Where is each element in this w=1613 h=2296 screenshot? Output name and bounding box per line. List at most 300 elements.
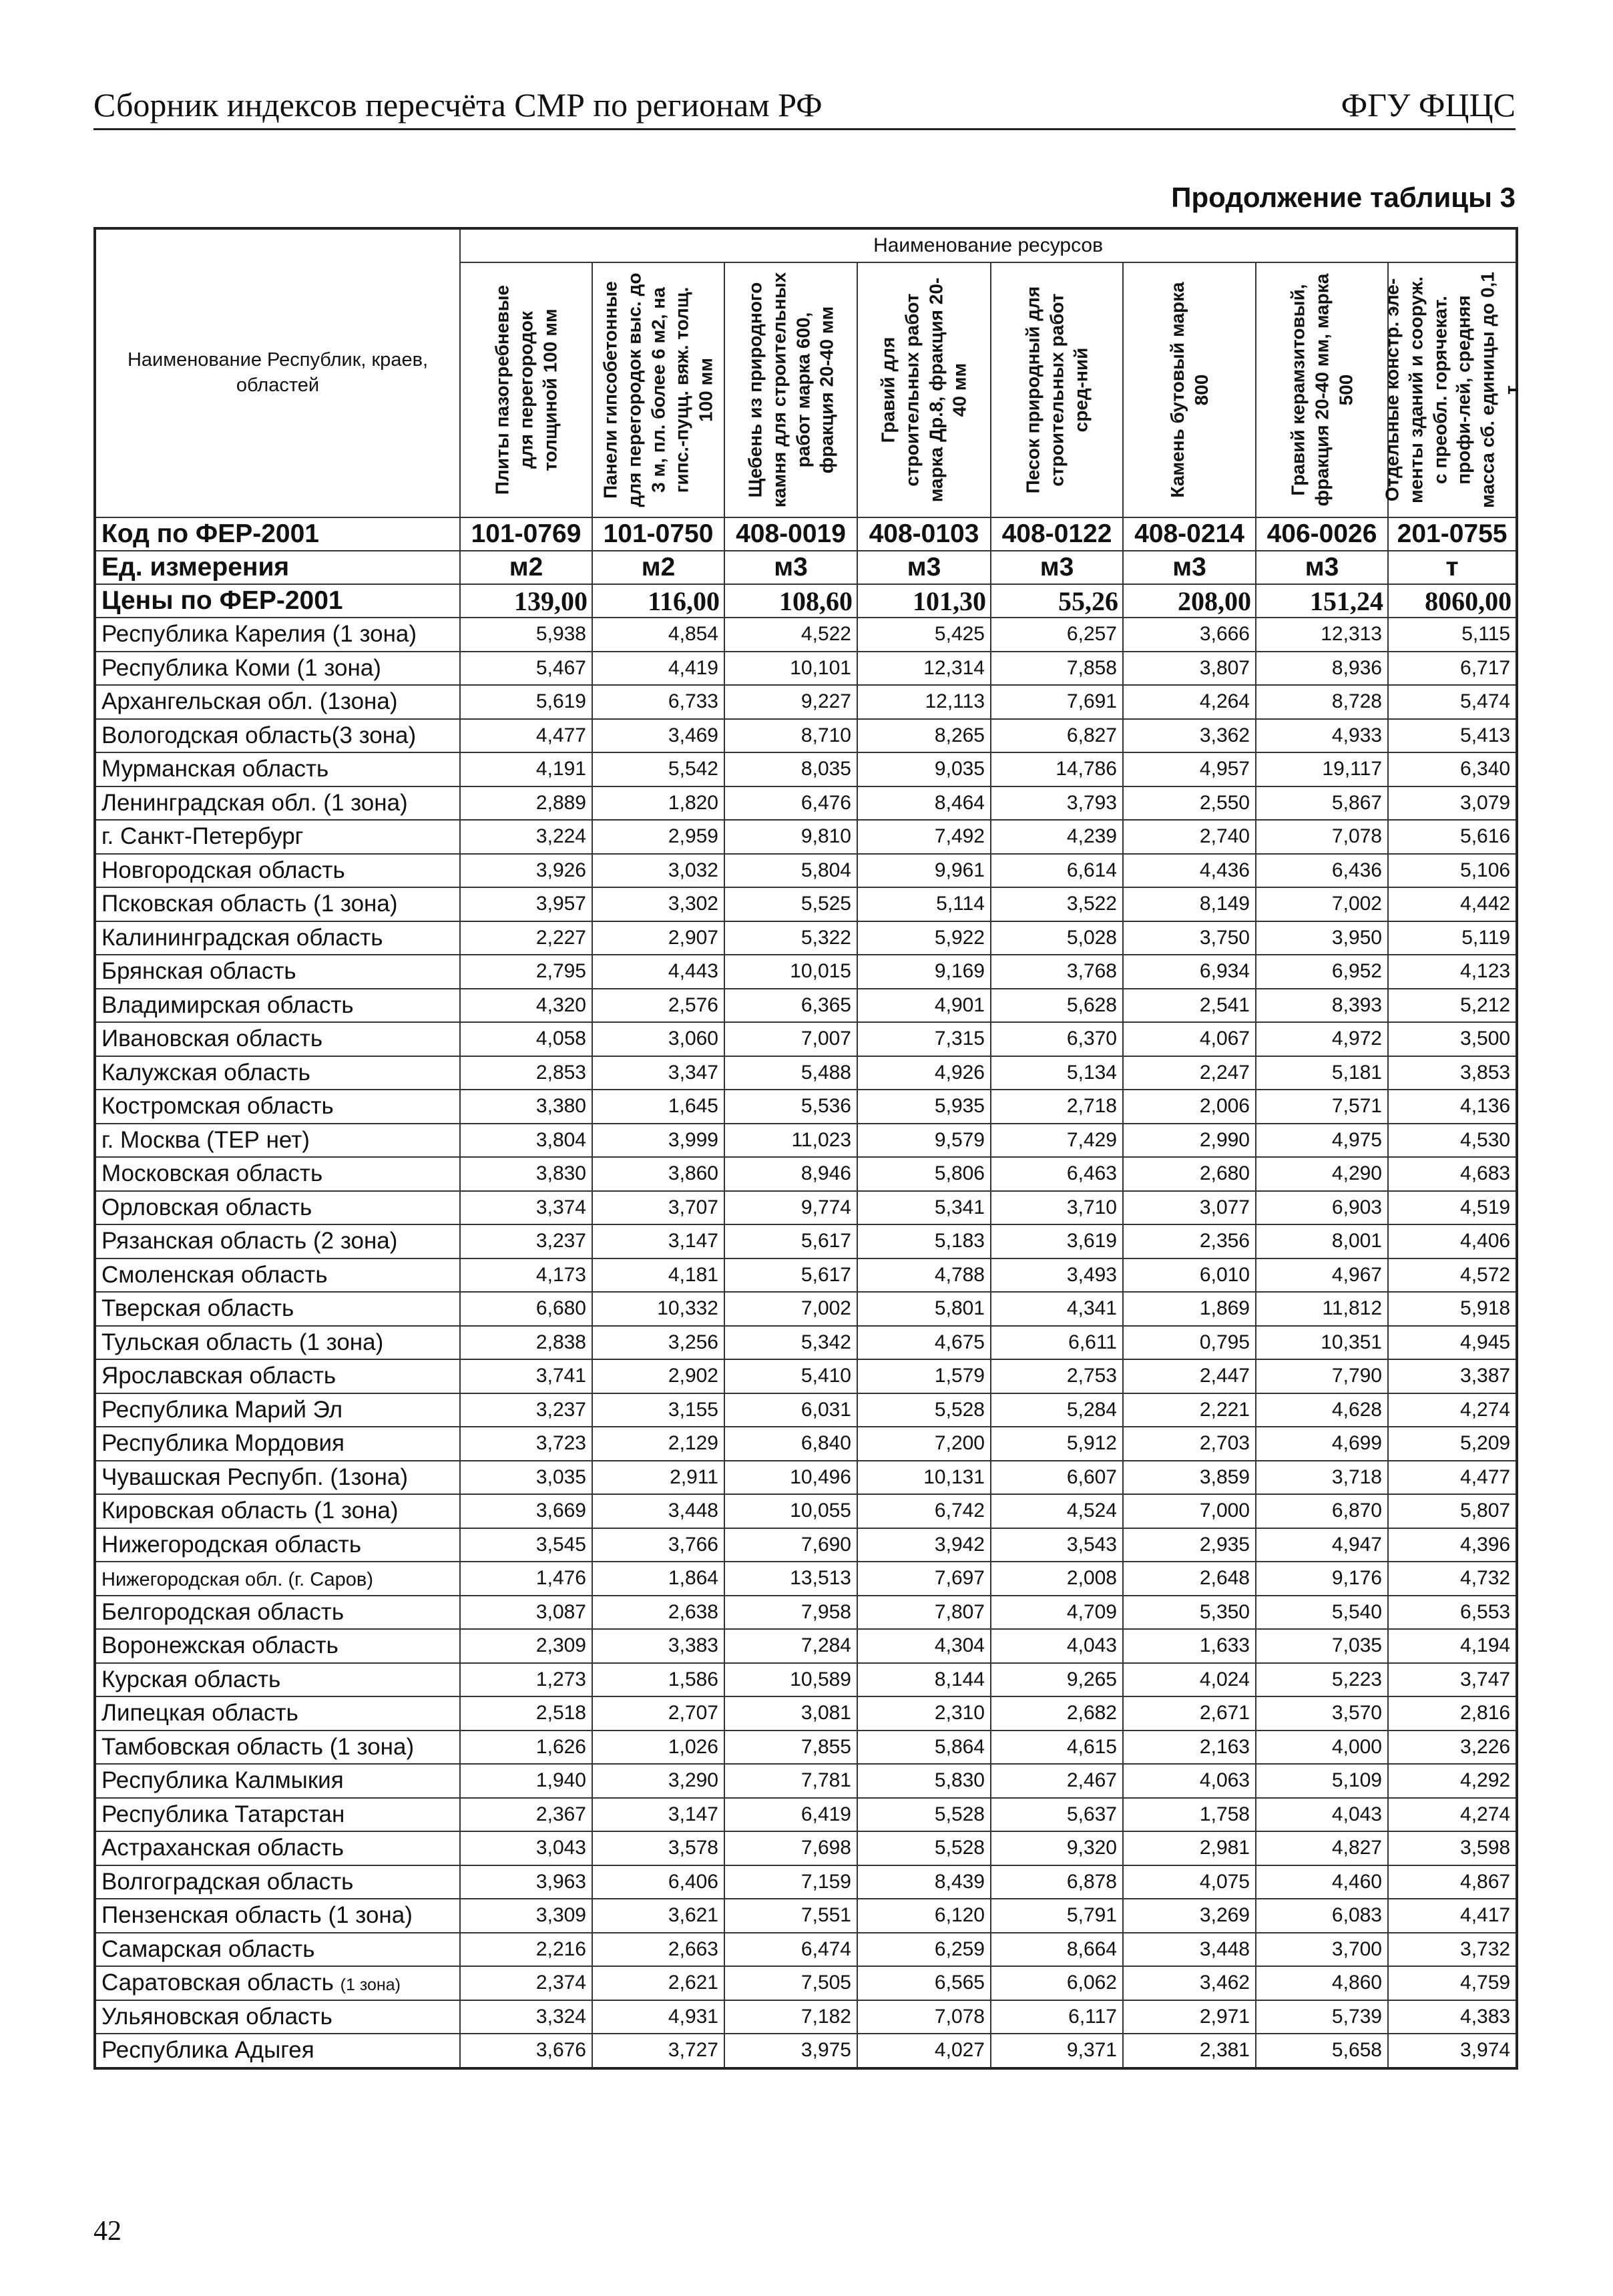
index-value: 12,314 (857, 652, 991, 686)
region-name (95, 1528, 460, 1562)
index-value: 7,571 (1256, 1090, 1388, 1124)
index-value: 3,957 (460, 887, 592, 921)
index-value: 3,081 (724, 1696, 857, 1731)
index-value: 5,658 (1256, 2034, 1388, 2068)
index-value: 5,341 (857, 1191, 991, 1225)
region-name-text: Вологодская область(3 зона) (101, 722, 417, 748)
index-value: 1,026 (592, 1731, 724, 1765)
index-value: 3,619 (991, 1224, 1123, 1258)
index-value: 3,256 (592, 1326, 724, 1360)
index-value: 7,698 (724, 1831, 857, 1865)
table-row (95, 786, 1517, 821)
region-name (95, 1562, 460, 1596)
resource-name: Панели гипсобетонные для перегородок выс. до 3 м, пл. более 6 м2, на гипс.-пуцц. вяж. толщ. 100 мм (600, 272, 716, 507)
region-name (95, 1427, 460, 1461)
resource-column-header (1123, 262, 1256, 517)
index-value: 4,709 (991, 1596, 1123, 1630)
index-value: 12,113 (857, 685, 991, 719)
index-value: 5,867 (1256, 786, 1388, 821)
index-value: 6,259 (857, 1933, 991, 1967)
region-name-text: Московская область (101, 1160, 323, 1187)
index-value: 3,380 (460, 1090, 592, 1124)
index-value: 2,381 (1123, 2034, 1256, 2068)
table-row (95, 1494, 1517, 1528)
index-value: 11,023 (724, 1124, 857, 1158)
index-value: 6,370 (991, 1022, 1123, 1056)
index-value: 4,274 (1388, 1393, 1517, 1427)
region-name-text: Калининградская область (101, 924, 383, 951)
index-value: 5,938 (460, 618, 592, 652)
index-value: 5,637 (991, 1798, 1123, 1832)
index-value: 8,936 (1256, 652, 1388, 686)
resource-name: Гравий для строительных работ марка Др.8, фракция 20-40 мм (877, 277, 970, 503)
index-value: 2,356 (1123, 1224, 1256, 1258)
index-value: 2,541 (1123, 989, 1256, 1023)
region-name-text: Ивановская область (101, 1025, 323, 1052)
index-value: 6,476 (724, 786, 857, 821)
index-value: 3,269 (1123, 1899, 1256, 1933)
index-value: 6,010 (1123, 1258, 1256, 1293)
index-value: 3,621 (592, 1899, 724, 1933)
index-value: 6,614 (991, 854, 1123, 888)
index-value: 3,999 (592, 1124, 724, 1158)
index-value: 3,079 (1388, 786, 1517, 821)
index-value: 10,589 (724, 1663, 857, 1697)
index-value: 6,340 (1388, 752, 1517, 786)
region-name (95, 887, 460, 921)
index-value: 7,807 (857, 1596, 991, 1630)
resource-price: 139,00 (460, 584, 592, 618)
index-value: 5,804 (724, 854, 857, 888)
index-value: 2,935 (1123, 1528, 1256, 1562)
resource-code: 408-0019 (724, 517, 857, 551)
index-value: 6,436 (1256, 854, 1388, 888)
region-name (95, 719, 460, 753)
table-row (95, 2034, 1517, 2068)
index-value: 5,284 (991, 1393, 1123, 1427)
region-name-text: Республика Мордовия (101, 1430, 344, 1457)
index-value: 2,576 (592, 989, 724, 1023)
resource-column-header (592, 262, 724, 517)
table-row (95, 1258, 1517, 1293)
region-name-text: Новгородская область (101, 857, 345, 883)
index-value: 3,859 (1123, 1461, 1256, 1495)
index-value: 2,621 (592, 1966, 724, 2000)
table-row (95, 1292, 1517, 1326)
index-value: 9,227 (724, 685, 857, 719)
region-name-text: Пензенская область (1 зона) (101, 1902, 413, 1929)
index-value: 2,008 (991, 1562, 1123, 1596)
index-value: 12,313 (1256, 618, 1388, 652)
region-name (95, 1764, 460, 1798)
index-value: 4,615 (991, 1731, 1123, 1765)
index-value: 2,682 (991, 1696, 1123, 1731)
resource-column-header (1256, 262, 1388, 517)
region-name (95, 921, 460, 955)
price-label: Цены по ФЕР-2001 (95, 584, 460, 618)
index-value: 2,907 (592, 921, 724, 955)
region-name (95, 1596, 460, 1630)
index-value: 3,707 (592, 1191, 724, 1225)
index-value: 5,791 (991, 1899, 1123, 1933)
index-value: 3,374 (460, 1191, 592, 1225)
region-name (95, 1056, 460, 1090)
index-value: 9,961 (857, 854, 991, 888)
index-value: 4,442 (1388, 887, 1517, 921)
region-name (95, 1326, 460, 1360)
region-name-text: Республика Карелия (1 зона) (101, 621, 417, 648)
index-value: 2,971 (1123, 2000, 1256, 2034)
index-value: 2,550 (1123, 786, 1256, 821)
table-row (95, 1933, 1517, 1967)
index-value: 5,115 (1388, 618, 1517, 652)
index-value: 3,700 (1256, 1933, 1388, 1967)
index-value: 1,586 (592, 1663, 724, 1697)
index-value: 5,935 (857, 1090, 991, 1124)
index-value: 1,864 (592, 1562, 724, 1596)
table-row (95, 1090, 1517, 1124)
resource-unit: м3 (724, 551, 857, 584)
region-name-text: Республика Марий Эл (101, 1396, 343, 1423)
index-value: 1,273 (460, 1663, 592, 1697)
index-value: 3,807 (1123, 652, 1256, 686)
resource-code: 101-0769 (460, 517, 592, 551)
index-value: 2,648 (1123, 1562, 1256, 1596)
index-value: 5,616 (1388, 820, 1517, 854)
table-row (95, 1393, 1517, 1427)
index-value: 2,216 (460, 1933, 592, 1967)
index-value: 7,429 (991, 1124, 1123, 1158)
index-value: 5,114 (857, 887, 991, 921)
index-value: 8,464 (857, 786, 991, 821)
index-value: 3,669 (460, 1494, 592, 1528)
index-value: 4,063 (1123, 1764, 1256, 1798)
region-name (95, 2034, 460, 2068)
index-value: 6,406 (592, 1865, 724, 1899)
index-value: 7,858 (991, 652, 1123, 686)
index-value: 14,786 (991, 752, 1123, 786)
index-value: 2,309 (460, 1629, 592, 1663)
region-name-text: Ленинградская обл. (1 зона) (101, 789, 408, 816)
index-value: 4,675 (857, 1326, 991, 1360)
resource-code: 101-0750 (592, 517, 724, 551)
region-name-text: Костромская область (101, 1093, 334, 1120)
index-value: 4,123 (1388, 955, 1517, 989)
index-value: 5,134 (991, 1056, 1123, 1090)
index-value: 4,732 (1388, 1562, 1517, 1596)
region-name (95, 1258, 460, 1293)
code-label: Код по ФЕР-2001 (95, 517, 460, 551)
index-value: 3,570 (1256, 1696, 1388, 1731)
resource-code: 406-0026 (1256, 517, 1388, 551)
table-row (95, 1326, 1517, 1360)
resource-unit: м3 (857, 551, 991, 584)
index-value: 5,350 (1123, 1596, 1256, 1630)
region-name (95, 1090, 460, 1124)
index-value: 5,617 (724, 1224, 857, 1258)
region-name-text: Волгоградская область (101, 1868, 354, 1895)
index-value: 9,579 (857, 1124, 991, 1158)
index-value: 4,436 (1123, 854, 1256, 888)
index-value: 3,768 (991, 955, 1123, 989)
index-value: 5,619 (460, 685, 592, 719)
region-name (95, 1191, 460, 1225)
index-value: 4,000 (1256, 1731, 1388, 1765)
region-name (95, 1899, 460, 1933)
region-name-text: Белгородская область (101, 1598, 344, 1625)
index-value: 4,043 (991, 1629, 1123, 1663)
table-row (95, 1528, 1517, 1562)
index-value: 3,237 (460, 1224, 592, 1258)
resource-name: Щебень из природного камня для строительных работ марка 600, фракция 20-40 мм (744, 272, 837, 508)
resource-price: 151,24 (1256, 584, 1388, 618)
index-value: 4,417 (1388, 1899, 1517, 1933)
index-value: 2,753 (991, 1359, 1123, 1393)
index-value: 3,578 (592, 1831, 724, 1865)
index-value: 4,522 (724, 618, 857, 652)
index-value: 5,801 (857, 1292, 991, 1326)
index-value: 3,077 (1123, 1191, 1256, 1225)
index-value: 5,322 (724, 921, 857, 955)
index-value: 9,371 (991, 2034, 1123, 2068)
table-row (95, 1663, 1517, 1697)
region-name (95, 652, 460, 686)
unit-row (95, 551, 1517, 584)
region-name-text: Орловская область (101, 1194, 312, 1220)
table-row (95, 1831, 1517, 1865)
region-name-text: г. Санкт-Петербург (101, 823, 304, 850)
index-value: 3,147 (592, 1224, 724, 1258)
index-value: 1,626 (460, 1731, 592, 1765)
index-value: 5,542 (592, 752, 724, 786)
index-value: 4,901 (857, 989, 991, 1023)
index-value: 3,290 (592, 1764, 724, 1798)
table-row (95, 1427, 1517, 1461)
index-value: 3,543 (991, 1528, 1123, 1562)
index-value: 3,830 (460, 1157, 592, 1191)
index-value: 2,447 (1123, 1359, 1256, 1393)
index-value: 5,474 (1388, 685, 1517, 719)
index-value: 8,035 (724, 752, 857, 786)
region-name (95, 820, 460, 854)
index-value: 4,683 (1388, 1157, 1517, 1191)
index-value: 7,697 (857, 1562, 991, 1596)
index-value: 2,129 (592, 1427, 724, 1461)
region-name-text: Тульская область (1 зона) (101, 1329, 384, 1355)
index-value: 2,247 (1123, 1056, 1256, 1090)
resource-price: 108,60 (724, 584, 857, 618)
table-row (95, 989, 1517, 1023)
index-value: 9,810 (724, 820, 857, 854)
index-value: 3,942 (857, 1528, 991, 1562)
table-head (95, 228, 1522, 517)
index-value: 2,981 (1123, 1831, 1256, 1865)
index-value: 5,536 (724, 1090, 857, 1124)
table-row (95, 618, 1517, 652)
index-value: 9,265 (991, 1663, 1123, 1697)
index-value: 0,795 (1123, 1326, 1256, 1360)
index-value: 5,342 (724, 1326, 857, 1360)
region-name-text: Тверская область (101, 1295, 294, 1322)
resource-code: 408-0214 (1123, 517, 1256, 551)
index-value: 5,628 (991, 989, 1123, 1023)
index-value: 7,691 (991, 685, 1123, 719)
table-row (95, 1056, 1517, 1090)
index-value: 10,332 (592, 1292, 724, 1326)
index-value: 3,853 (1388, 1056, 1517, 1090)
index-value: 5,806 (857, 1157, 991, 1191)
region-name (95, 1124, 460, 1158)
resource-code: 408-0122 (991, 517, 1123, 551)
index-value: 2,163 (1123, 1731, 1256, 1765)
index-value: 4,320 (460, 989, 592, 1023)
index-value: 5,209 (1388, 1427, 1517, 1461)
index-value: 6,365 (724, 989, 857, 1023)
code-row (95, 517, 1517, 551)
index-value: 3,448 (1123, 1933, 1256, 1967)
resource-price: 8060,00 (1388, 584, 1517, 618)
index-value: 5,410 (724, 1359, 857, 1393)
index-value: 5,528 (857, 1831, 991, 1865)
table-caption: Продолжение таблицы 3 (1171, 182, 1516, 213)
table-row (95, 1124, 1517, 1158)
index-value: 4,519 (1388, 1191, 1517, 1225)
table-row (95, 854, 1517, 888)
region-name-text: Республика Адыгея (101, 2037, 314, 2064)
table-row (95, 1596, 1517, 1630)
index-value: 7,002 (724, 1292, 857, 1326)
index-value: 4,460 (1256, 1865, 1388, 1899)
table-row (95, 1798, 1517, 1832)
index-value: 2,889 (460, 786, 592, 821)
index-value: 2,853 (460, 1056, 592, 1090)
index-value: 10,351 (1256, 1326, 1388, 1360)
index-value: 4,058 (460, 1022, 592, 1056)
index-value: 2,902 (592, 1359, 724, 1393)
index-value: 5,212 (1388, 989, 1517, 1023)
index-value: 2,911 (592, 1461, 724, 1495)
index-value: 3,860 (592, 1157, 724, 1191)
region-name-text: Архангельская обл. (1зона) (101, 688, 398, 715)
table-row (95, 887, 1517, 921)
index-value: 9,176 (1256, 1562, 1388, 1596)
index-value: 2,703 (1123, 1427, 1256, 1461)
index-value: 2,638 (592, 1596, 724, 1630)
resource-unit: м3 (991, 551, 1123, 584)
table-row (95, 1359, 1517, 1393)
resource-name: Гравий керамзитовый, фракция 20-40 мм, марка 500 (1287, 273, 1356, 507)
index-value: 4,967 (1256, 1258, 1388, 1293)
index-value: 3,732 (1388, 1933, 1517, 1967)
index-value: 6,257 (991, 618, 1123, 652)
index-value: 10,015 (724, 955, 857, 989)
resource-unit: м3 (1256, 551, 1388, 584)
index-value: 7,315 (857, 1022, 991, 1056)
resource-price: 101,30 (857, 584, 991, 618)
region-name-text: Брянская область (101, 958, 296, 985)
index-value: 4,933 (1256, 719, 1388, 753)
index-value: 7,159 (724, 1865, 857, 1899)
index-value: 7,781 (724, 1764, 857, 1798)
index-value: 3,155 (592, 1393, 724, 1427)
index-value: 9,169 (857, 955, 991, 989)
index-value: 2,227 (460, 921, 592, 955)
table-row (95, 752, 1517, 786)
index-value: 5,106 (1388, 854, 1517, 888)
index-value: 5,739 (1256, 2000, 1388, 2034)
index-value: 4,477 (1388, 1461, 1517, 1495)
region-name (95, 1224, 460, 1258)
region-name-text: Нижегородская область (101, 1531, 362, 1558)
region-name (95, 685, 460, 719)
index-value: 4,341 (991, 1292, 1123, 1326)
table-row (95, 685, 1517, 719)
index-value: 10,101 (724, 652, 857, 686)
table-row (95, 2000, 1517, 2034)
region-name-text: Республика Калмыкия (101, 1767, 344, 1794)
index-value: 8,439 (857, 1865, 991, 1899)
index-value: 8,728 (1256, 685, 1388, 719)
index-value: 5,540 (1256, 1596, 1388, 1630)
region-name-text: Республика Коми (1 зона) (101, 654, 381, 681)
index-value: 2,795 (460, 955, 592, 989)
index-value: 7,002 (1256, 887, 1388, 921)
index-value: 7,958 (724, 1596, 857, 1630)
index-value: 3,666 (1123, 618, 1256, 652)
index-value: 4,043 (1256, 1798, 1388, 1832)
index-value: 4,788 (857, 1258, 991, 1293)
index-value: 2,838 (460, 1326, 592, 1360)
index-value: 3,224 (460, 820, 592, 854)
index-value: 3,035 (460, 1461, 592, 1495)
region-name-text: Тамбовская область (1 зона) (101, 1733, 415, 1760)
index-value: 4,854 (592, 618, 724, 652)
index-value: 5,183 (857, 1224, 991, 1258)
table-row (95, 1731, 1517, 1765)
index-value: 3,032 (592, 854, 724, 888)
index-value: 6,680 (460, 1292, 592, 1326)
index-value: 7,790 (1256, 1359, 1388, 1393)
index-value: 5,109 (1256, 1764, 1388, 1798)
index-value: 3,766 (592, 1528, 724, 1562)
index-value: 4,173 (460, 1258, 592, 1293)
resource-column-header (991, 262, 1123, 517)
index-value: 2,816 (1388, 1696, 1517, 1731)
region-name-text: Астраханская область (101, 1835, 344, 1861)
index-value: 3,302 (592, 887, 724, 921)
region-name (95, 1966, 460, 2000)
table-row (95, 652, 1517, 686)
index-value: 4,181 (592, 1258, 724, 1293)
index-value: 7,007 (724, 1022, 857, 1056)
index-value: 3,718 (1256, 1461, 1388, 1495)
index-value: 5,830 (857, 1764, 991, 1798)
index-value: 3,469 (592, 719, 724, 753)
region-name-text: Липецкая область (101, 1700, 298, 1727)
index-value: 6,565 (857, 1966, 991, 2000)
index-value: 8,946 (724, 1157, 857, 1191)
index-value: 7,492 (857, 820, 991, 854)
table-body (95, 517, 1517, 2068)
index-value: 4,945 (1388, 1326, 1517, 1360)
region-name-text: Псковская область (1 зона) (101, 891, 398, 917)
index-value: 4,628 (1256, 1393, 1388, 1427)
index-value: 5,413 (1388, 719, 1517, 753)
table-row (95, 1899, 1517, 1933)
resource-name: Плиты пазогребневые для перегородок толщиной 100 мм (491, 284, 560, 495)
index-value: 4,860 (1256, 1966, 1388, 2000)
index-value: 1,940 (460, 1764, 592, 1798)
